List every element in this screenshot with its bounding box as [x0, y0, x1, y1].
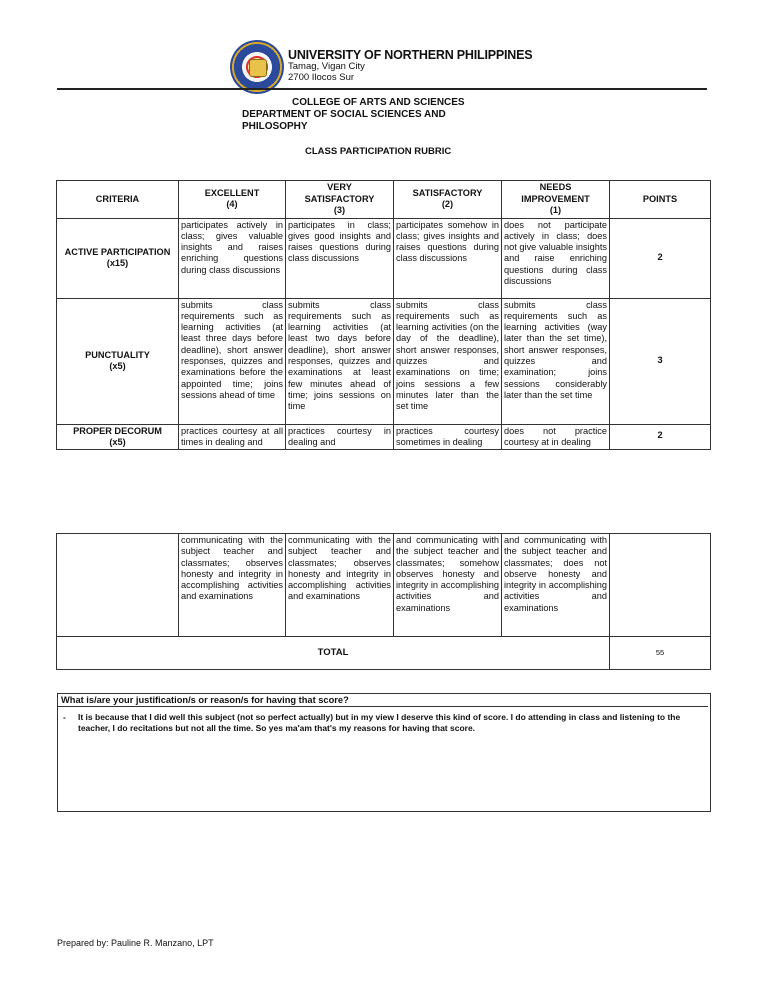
- very-satisfactory-header: VERY SATISFACTORY (3): [286, 181, 394, 219]
- needs-improvement-cell: does not practice courtesy at in dealing: [502, 424, 610, 450]
- very-satisfactory-cell: participates in class; gives good insights and raises questions during class discussions: [286, 218, 394, 298]
- points-cell: [610, 534, 711, 637]
- very-satisfactory-cell: practices courtesy in dealing and: [286, 424, 394, 450]
- table-row: [57, 424, 711, 450]
- points-cell: 2: [610, 218, 711, 298]
- rubric-header-row: [57, 181, 711, 219]
- rubric-table: [56, 180, 711, 450]
- department-name: DEPARTMENT OF SOCIAL SCIENCES AND PHILOSOPHY: [242, 109, 446, 132]
- points-header: POINTS: [610, 181, 711, 219]
- excellent-cell: practices courtesy at all times in dealing and: [179, 424, 286, 450]
- excellent-cell: submits class requirements such as learning activities (at least three days before deadline), short answer responses, quizzes and examinations before the appointed time; joins sessions ahead of time: [179, 298, 286, 424]
- criteria-header: CRITERIA: [57, 181, 179, 219]
- criteria-cell: PUNCTUALITY (x5): [57, 298, 179, 424]
- justification-box: [57, 693, 711, 812]
- total-value: 55: [610, 637, 711, 670]
- criteria-cell: PROPER DECORUM (x5): [57, 424, 179, 450]
- address-line-2: 2700 Ilocos Sur: [288, 72, 355, 83]
- criteria-cell: [57, 534, 179, 637]
- points-cell: 3: [610, 298, 711, 424]
- needs-improvement-cell: and communicating with the subject teacher and classmates; does not observe honesty and integrity in accomplishing activities and examinations: [502, 534, 610, 637]
- university-name: UNIVERSITY OF NORTHERN PHILIPPINES: [288, 48, 533, 62]
- excellent-cell: participates actively in class; gives valuable insights and raises enriching questions during class discussions: [179, 218, 286, 298]
- criteria-cell: ACTIVE PARTICIPATION (x15): [57, 218, 179, 298]
- rubric-table-continued: [56, 533, 711, 670]
- bullet-marker: -: [63, 712, 66, 722]
- college-name: COLLEGE OF ARTS AND SCIENCES: [292, 97, 465, 108]
- prepared-by: Prepared by: Pauline R. Manzano, LPT: [57, 938, 214, 948]
- justification-question: What is/are your justification/s or reason/s for having that score?: [58, 694, 708, 707]
- satisfactory-cell: participates somehow in class; gives insights and raises questions during class discussions: [394, 218, 502, 298]
- header-divider: [57, 88, 707, 90]
- table-row: [57, 218, 711, 298]
- seal-emblem: [249, 59, 267, 77]
- table-row: [57, 298, 711, 424]
- points-cell: 2: [610, 424, 711, 450]
- excellent-header: EXCELLENT (4): [179, 181, 286, 219]
- total-label: TOTAL: [57, 637, 610, 670]
- rubric-title: CLASS PARTICIPATION RUBRIC: [305, 146, 452, 157]
- satisfactory-cell: practices courtesy sometimes in dealing: [394, 424, 502, 450]
- satisfactory-cell: submits class requirements such as learning activities (on the day of the deadline), short answer responses, quizzes and examinations on time; joins sessions a few minutes later than the set time: [394, 298, 502, 424]
- satisfactory-cell: and communicating with the subject teacher and classmates; somehow observes honesty and integrity in accomplishing activities and examinations: [394, 534, 502, 637]
- needs-improvement-cell: does not participate actively in class; does not give valuable insights and raise enriching questions during class discussions: [502, 218, 610, 298]
- needs-improvement-cell: submits class requirements such as learning activities (way later than the set time), short answer responses, quizzes and examination; joins sessions considerably later than the set time: [502, 298, 610, 424]
- total-row: [57, 637, 711, 670]
- very-satisfactory-cell: communicating with the subject teacher and classmates; observes honesty and integrity in accomplishing activities and examinations: [286, 534, 394, 637]
- needs-improvement-header: NEEDS IMPROVEMENT (1): [502, 181, 610, 219]
- excellent-cell: communicating with the subject teacher and classmates; observes honesty and integrity in accomplishing activities and examinations: [179, 534, 286, 637]
- very-satisfactory-cell: submits class requirements such as learning activities (at least two days before deadline), short answer responses, quizzes and examinations at least few minutes ahead of time; joins sessions on time: [286, 298, 394, 424]
- satisfactory-header: SATISFACTORY (2): [394, 181, 502, 219]
- table-row: [57, 534, 711, 637]
- university-seal-logo: [230, 40, 284, 94]
- justification-answer: It is because that I did well this subject (not so perfect actually) but in my view I deserve this kind of score. I do attending in class and listening to the teacher, I do recitations but not all the time. So yes ma'am that's my reasons for having that score.: [78, 712, 681, 733]
- address-line-1: Tamag, Vigan City: [288, 61, 365, 72]
